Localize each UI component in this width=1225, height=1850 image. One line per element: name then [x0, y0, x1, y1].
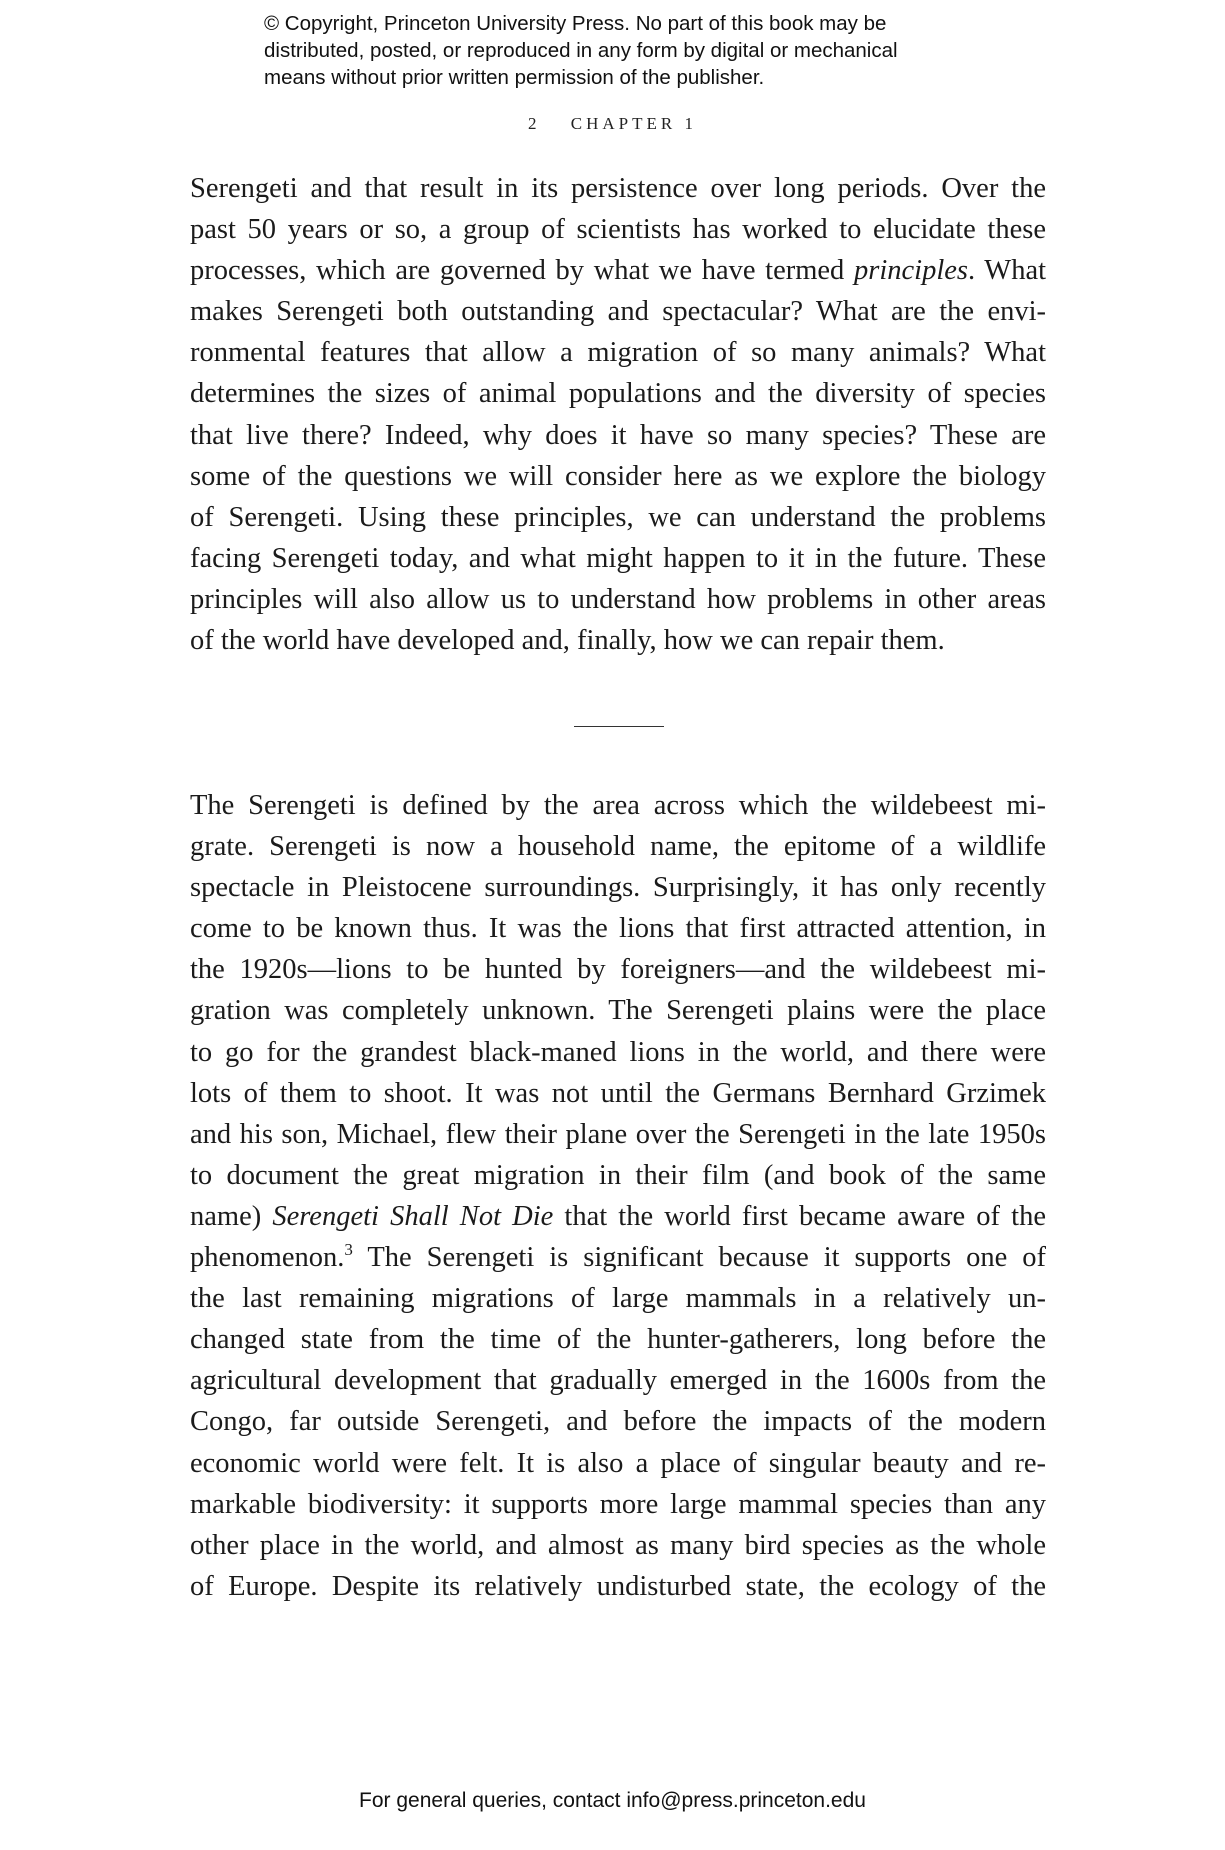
copyright-line: distributed, posted, or reproduced in any form by digital or mechanical — [264, 39, 898, 62]
text-line: come to be known thus. It was the lions that first attracted attention, in — [190, 913, 1046, 945]
page-number: 2 — [528, 114, 541, 133]
text-run: phenomenon. — [190, 1242, 345, 1274]
running-head — [0, 114, 1225, 134]
chapter-label: CHAPTER 1 — [570, 114, 697, 133]
text-line: principles will also allow us to understand how problems in other areas — [190, 583, 1046, 615]
italic-title: Serengeti Shall Not Die — [272, 1200, 554, 1232]
text-line: changed state from the time of the hunter-gatherers, long before the — [190, 1324, 1046, 1356]
text-line: the 1920s—lions to be hunted by foreigners—and the wildebeest mi- — [190, 954, 1046, 986]
text-line: gration was completely unknown. The Serengeti plains were the place — [190, 995, 1046, 1027]
text-line: that live there? Indeed, why does it have so many species? These are — [190, 419, 1046, 451]
text-line — [190, 1196, 1046, 1237]
footer-contact: For general queries, contact info@press.princeton.edu — [359, 1789, 866, 1812]
italic-term: principles — [854, 255, 968, 287]
text-line: The Serengeti is defined by the area across which the wildebeest mi- — [190, 790, 1046, 821]
text-line: Congo, far outside Serengeti, and before the impacts of the modern — [190, 1406, 1046, 1438]
text-line: of Serengeti. Using these principles, we can understand the problems — [190, 501, 1046, 533]
text-run: The Serengeti is significant because it supports one of — [352, 1242, 1046, 1274]
text-line: ronmental features that allow a migration of so many animals? What — [190, 337, 1046, 369]
text-line: agricultural development that gradually emerged in the 1600s from the — [190, 1365, 1046, 1397]
text-run: . What — [968, 255, 1047, 287]
section-divider — [574, 726, 664, 727]
text-run: processes, which are governed by what we have termed — [190, 255, 854, 287]
text-line: other place in the world, and almost as many bird species as the whole — [190, 1529, 1046, 1561]
copyright-line: means without prior written permission of the publisher. — [264, 66, 765, 89]
text-line: some of the questions we will consider here as we explore the biology — [190, 460, 1046, 492]
body-paragraph-2 — [190, 785, 1046, 1607]
footnote-marker[interactable]: 3 — [344, 1240, 353, 1260]
text-line: lots of them to shoot. It was not until the Germans Bernhard Grzimek — [190, 1077, 1046, 1109]
text-line — [190, 1237, 1046, 1278]
text-line: of Europe. Despite its relatively undisturbed state, the ecology of the — [190, 1570, 1046, 1602]
text-line: past 50 years or so, a group of scientists has worked to elucidate these — [190, 214, 1046, 246]
text-line: determines the sizes of animal populations and the diversity of species — [190, 378, 1046, 410]
text-line: to document the great migration in their film (and book of the same — [190, 1159, 1046, 1191]
text-run: name) — [190, 1200, 273, 1232]
text-line: of the world have developed and, finally, how we can repair them. — [190, 625, 945, 657]
body-paragraph-1 — [190, 168, 1046, 661]
text-line: makes Serengeti both outstanding and spectacular? What are the envi- — [190, 296, 1046, 328]
text-line: grate. Serengeti is now a household name, the epitome of a wildlife — [190, 831, 1046, 863]
text-line: and his son, Michael, flew their plane over the Serengeti in the late 1950s — [190, 1118, 1046, 1150]
text-line: facing Serengeti today, and what might happen to it in the future. These — [190, 542, 1046, 574]
text-line: the last remaining migrations of large mammals in a relatively un- — [190, 1283, 1046, 1315]
copyright-line: © Copyright, Princeton University Press. No part of this book may be — [264, 12, 887, 35]
text-line — [190, 250, 1046, 291]
text-line: to go for the grandest black-maned lions in the world, and there were — [190, 1036, 1046, 1068]
text-run: that the world first became aware of the — [553, 1200, 1046, 1232]
text-line: economic world were felt. It is also a place of singular beauty and re- — [190, 1447, 1046, 1479]
copyright-notice — [264, 10, 1024, 91]
text-line: markable biodiversity: it supports more large mammal species than any — [190, 1488, 1046, 1520]
text-line: spectacle in Pleistocene surroundings. Surprisingly, it has only recently — [190, 872, 1046, 904]
text-line: Serengeti and that result in its persistence over long periods. Over the — [190, 173, 1046, 204]
